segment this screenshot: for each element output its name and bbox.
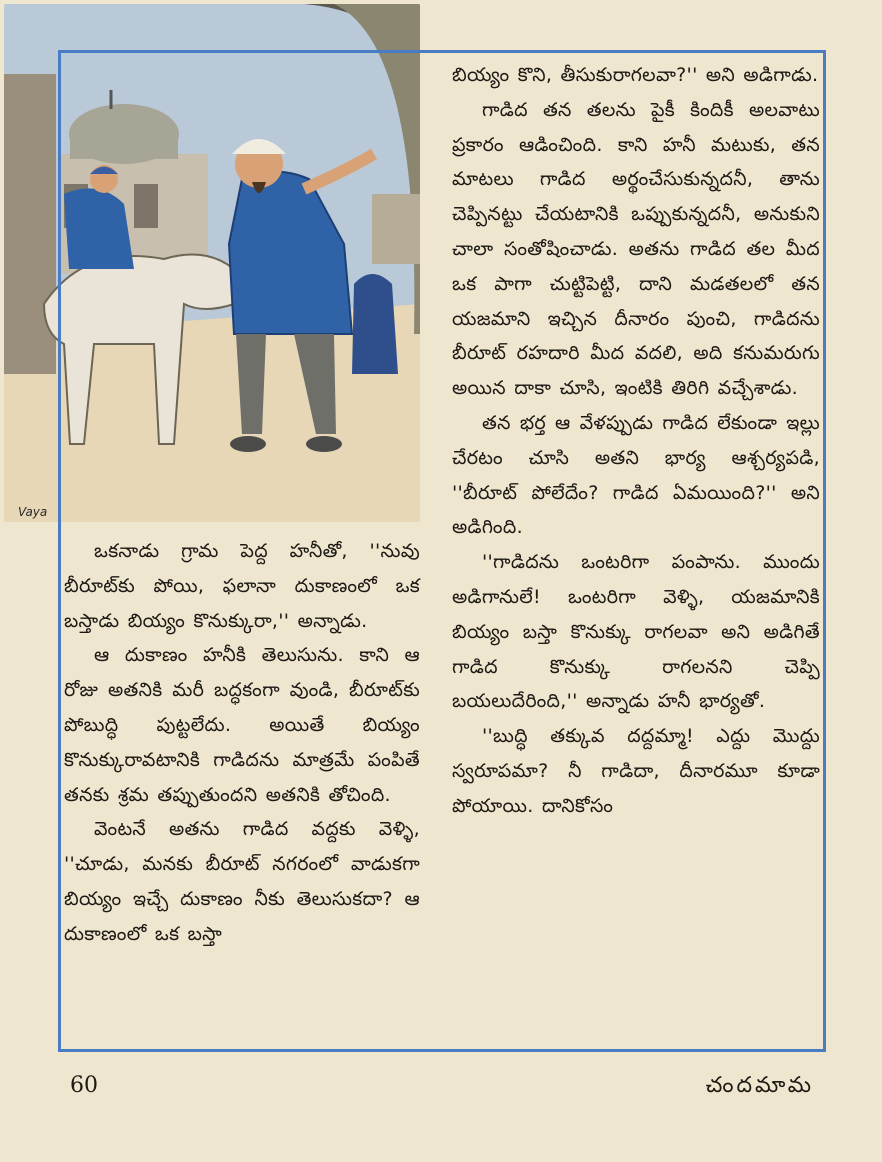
- paragraph: వెంటనే అతను గాడిద వద్దకు వెళ్ళి, ''చూడు, మనకు బీరూట్ నగరంలో వాడుకగా బియ్యం ఇచ్చే దుకాణం నీకు తెలుసుకదా? ఆ దుకాణంలో ఒక బస్తా: [64, 818, 420, 945]
- paragraph: తన భర్త ఆ వేళప్పుడు గాడిద లేకుండా ఇల్లు చేరటం చూసి అతని భార్య ఆశ్చర్యపడి, ''బీరూట్ పోలేదేం? గాడిద ఏమయింది?'' అని అడిగింది.: [452, 411, 820, 539]
- paragraph: గాడిద తన తలను పైకీ కిందికీ అలవాటు ప్రకారం ఆడించింది. కాని హనీ మటుకు, తన మాటలు గాడిద అర్థంచేసుకున్నదనీ, తాను చెప్పినట్టు చేయటానికి ఒప్పుకున్నదనీ, అనుకుని చాలా సంతోషించాడు. అతను గాడిద తల మీద ఒక పాగా చుట్టిపెట్టి, దాని మడతలలో తన యజమాని ఇచ్చిన దీనారం పుంచి, గాడిదను బీరూట్ రహదారి మీద వదలి, అది కనుమరుగు అయిన దాకా చూసి, ఇంటికి తిరిగి వచ్చేశాడు.: [452, 98, 820, 400]
- paragraph: ''గాడిదను ఒంటరిగా పంపాను. ముందు అడిగానులే! ఒంటరిగా వెళ్ళి, యజమానికి బియ్యం బస్తా కొనుక్కు రాగలవా అని అడిగితే గాడిద కొనుక్కు రాగలనని చెప్పి బయలుదేరింది,'' అన్నాడు హనీ భార్యతో.: [452, 551, 820, 713]
- artist-signature: Vaya: [18, 505, 48, 519]
- paragraph: ఆ దుకాణం హనీకి తెలుసును. కాని ఆ రోజు అతనికి మరీ బద్ధకంగా వుండి, బీరూట్‌కు పోబుద్ధి పుట్టలేదు. అయితే బియ్యం కొనుక్కురావటానికి గాడిదను మాత్రమే పంపితే తనకు శ్రమ తప్పుతుందని అతనికి తోచింది.: [64, 644, 420, 806]
- paragraph: బియ్యం కొని, తీసుకురాగలవా?'' అని అడిగాడు.: [452, 64, 819, 86]
- left-text-column: [64, 534, 420, 952]
- right-text-column: [452, 58, 820, 824]
- page-number: 60: [70, 1073, 98, 1098]
- paragraph: ఒకనాడు గ్రామ పెద్ద హనీతో, ''నువు బీరూట్‌కు పోయి, ఫలానా దుకాణంలో ఒక బస్తాడు బియ్యం కొనుక్కురా,'' అన్నాడు.: [64, 540, 420, 632]
- magazine-title: చందమామ: [705, 1073, 814, 1098]
- paragraph: ''బుద్ధి తక్కువ దద్దమ్మా! ఎద్దు మొద్దు స్వరూపమా? నీ గాడిదా, దీనారమూ కూడా పోయాయి. దానికోసం: [452, 725, 820, 817]
